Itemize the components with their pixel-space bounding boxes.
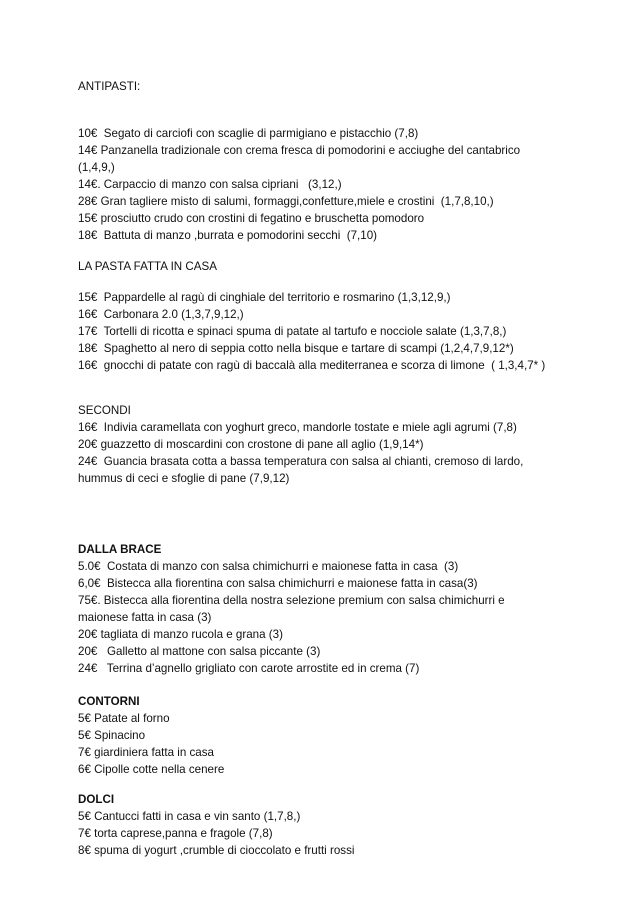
menu-item: 16€ Indivia caramellata con yoghurt greco, mandorle tostate e miele agli agrumi (7,8)	[78, 421, 517, 434]
section-title-secondi: SECONDI	[78, 404, 131, 417]
menu-item: 7€ torta caprese,panna e fragole (7,8)	[78, 827, 273, 840]
menu-item-continuation: (1,4,9,)	[78, 161, 115, 174]
menu-item: 5€ Cantucci fatti in casa e vin santo (1,7,8,)	[78, 810, 301, 823]
menu-item: 14€ Panzanella tradizionale con crema fresca di pomodorini e acciughe del cantabrico	[78, 144, 521, 157]
menu-item: 20€ tagliata di manzo rucola e grana (3)	[78, 628, 283, 641]
menu-item: 28€ Gran tagliere misto di salumi, formaggi,confetture,miele e crostini (1,7,8,10,)	[78, 195, 494, 208]
menu-item: 10€ Segato di carciofi con scaglie di parmigiano e pistacchio (7,8)	[78, 127, 419, 140]
menu-item: 16€ Carbonara 2.0 (1,3,7,9,12,)	[78, 308, 244, 321]
menu-item: 14€. Carpaccio di manzo con salsa cipriani (3,12,)	[78, 178, 342, 191]
menu-item: 15€ Pappardelle al ragù di cinghiale del territorio e rosmarino (1,3,12,9,)	[78, 291, 451, 304]
menu-item: 16€ gnocchi di patate con ragù di baccalà alla mediterranea e scorza di limone ( 1,3,4,7* )	[78, 359, 546, 372]
menu-item: 17€ Tortelli di ricotta e spinaci spuma di patate al tartufo e nocciole salate (1,3,7,8,)	[78, 325, 507, 338]
menu-item: 7€ giardiniera fatta in casa	[78, 746, 214, 759]
menu-item: 6,0€ Bistecca alla fiorentina con salsa chimichurri e maionese fatta in casa(3)	[78, 577, 478, 590]
menu-item: 20€ Galletto al mattone con salsa piccante (3)	[78, 645, 321, 658]
section-title-dolci: DOLCI	[78, 793, 115, 806]
section-title-contorni: CONTORNI	[78, 695, 140, 708]
section-title-antipasti: ANTIPASTI:	[78, 80, 141, 93]
menu-item: 8€ spuma di yogurt ,crumble di cioccolato e frutti rossi	[78, 844, 355, 857]
menu-item: 5€ Spinacino	[78, 729, 146, 742]
menu-item: 15€ prosciutto crudo con crostini di fegatino e bruschetta pomodoro	[78, 212, 425, 225]
menu-item-continuation: maionese fatta in casa (3)	[78, 611, 212, 624]
menu-item: 18€ Spaghetto al nero di seppia cotto nella bisque e tartare di scampi (1,2,4,7,9,12*)	[78, 342, 514, 355]
menu-item-continuation: hummus di ceci e sfoglie di pane (7,9,12)	[78, 472, 290, 485]
menu-item: 24€ Terrina d’agnello grigliato con carote arrostite ed in crema (7)	[78, 662, 420, 675]
menu-item: 18€ Battuta di manzo ,burrata e pomodorini secchi (7,10)	[78, 229, 378, 242]
section-title-pasta: LA PASTA FATTA IN CASA	[78, 260, 217, 273]
menu-item: 24€ Guancia brasata cotta a bassa temperatura con salsa al chianti, cremoso di lardo,	[78, 455, 524, 468]
menu-item: 6€ Cipolle cotte nella cenere	[78, 763, 225, 776]
menu-item: 20€ guazzetto di moscardini con crostone di pane all aglio (1,9,14*)	[78, 438, 424, 451]
menu-item: 5€ Patate al forno	[78, 712, 170, 725]
menu-item: 75€. Bistecca alla fiorentina della nostra selezione premium con salsa chimichurri e	[78, 594, 505, 607]
section-title-dalla-brace: DALLA BRACE	[78, 543, 162, 556]
menu-item: 5.0€ Costata di manzo con salsa chimichurri e maionese fatta in casa (3)	[78, 560, 459, 573]
